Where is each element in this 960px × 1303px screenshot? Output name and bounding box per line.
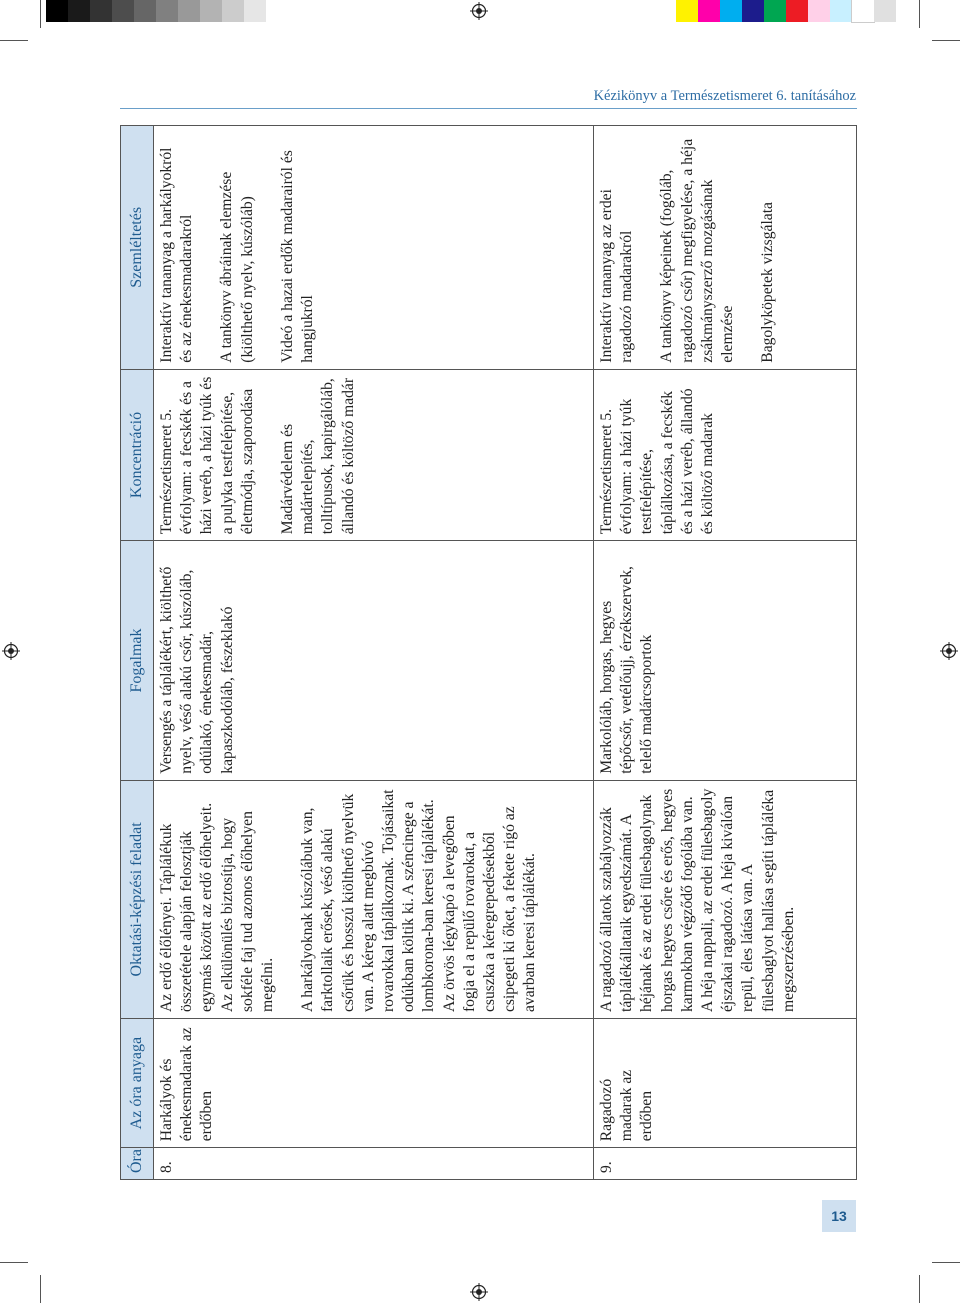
printer-grayscale-bar — [46, 0, 266, 22]
feladat-paragraph: A ragadozó állatok szabályozzák táplálékállataik egyedszámát. A héjának és az erdei fülesbagolynak horgas hegyes csőre és erős, hegyes karmokban végződő fogólába van. A héja nappali, az erdei fülesbagoly éjszakai ragadozó. A héja kiválóan repül, éles látása van. A fülesbaglyot hallása segíti táplálékа megszerzésében. — [598, 788, 797, 1013]
gray-swatch — [200, 0, 222, 22]
gray-swatch — [222, 0, 244, 22]
gray-swatch — [46, 0, 68, 22]
color-swatch — [874, 0, 896, 22]
registration-mark-icon — [2, 642, 20, 660]
lesson-plan-table — [120, 125, 857, 1180]
registration-mark-icon — [940, 642, 958, 660]
color-swatch — [698, 0, 720, 22]
trim-mark — [932, 40, 960, 41]
header-ora: Óra — [121, 1148, 154, 1180]
gray-swatch — [156, 0, 178, 22]
cell-szemleltetes — [594, 126, 857, 370]
cell-ora: 9. — [594, 1148, 857, 1180]
cell-koncentracio — [154, 369, 594, 541]
cell-feladat — [594, 780, 857, 1018]
gray-swatch — [90, 0, 112, 22]
color-swatch — [808, 0, 830, 22]
color-swatch — [676, 0, 698, 22]
cell-fogalmak: Versengés a táplálékért, kiölthető nyelv, véső alakú csőr, kúszóláb, odúlakó, énekesmadár, kapaszkodóláb, fészeklakó — [154, 541, 594, 780]
koncentracio-paragraph: Természetismeret 5. évfolyam: a fecskék és a házi veréb, a házi tyúk és a pulyka testfelépítése, életmódja, szaporodása — [158, 376, 256, 535]
color-swatch — [720, 0, 742, 22]
table-row — [594, 126, 857, 1180]
header-rule — [120, 108, 857, 109]
szemleltetes-paragraph: A tankönyv ábráinak elemzése (kiölthető nyelv, kúszóláb) — [218, 171, 256, 363]
trim-mark — [0, 40, 28, 41]
szemleltetes-paragraph: Videó a hazai erdők madarairól és hangjukról — [278, 150, 317, 363]
gray-swatch — [178, 0, 200, 22]
gray-swatch — [134, 0, 156, 22]
koncentracio-paragraph: Természetismeret 5. évfolyam: a házi tyúk testfelépítése, táplálkozása, a fecskék és a házi veréb, állandó és költöző madarak — [598, 388, 717, 535]
header-fogalmak: Fogalmak — [121, 541, 154, 780]
cell-fogalmak: Markolóláb, horgas, hegyes tépőcsőr, vetélőujj, érzékszervek, telelő madárcsoportok — [594, 541, 857, 780]
cell-anyag: Harkályok és énekesmadarak az erdőben — [154, 1019, 594, 1148]
lesson-plan-table-wrapper — [120, 125, 857, 1180]
printer-color-bar — [676, 0, 896, 22]
registration-mark-icon — [470, 1283, 488, 1301]
color-swatch — [742, 0, 764, 22]
color-swatch — [764, 0, 786, 22]
page-header-title: Kézikönyv a Természetismeret 6. tanításához — [593, 88, 856, 104]
table-header-row — [121, 126, 154, 1180]
cell-anyag: Ragadozó madarak az erdőben — [594, 1019, 857, 1148]
szemleltetes-paragraph: A tankönyv képeinek (fogóláb, ragadozó csőr) megfigyelése, a héja zsákmányszerző mozgásának elemzése — [658, 138, 737, 363]
cell-koncentracio — [594, 369, 857, 541]
trim-mark — [932, 1262, 960, 1263]
trim-mark — [0, 1262, 28, 1263]
header-szemleltetes: Szemléltetés — [121, 126, 154, 370]
color-swatch — [852, 0, 874, 22]
koncentracio-paragraph: Madárvédelem és madártelepítés, tolltípusok, kapirgálóláb, állandó és költöző madár — [279, 377, 357, 535]
gray-swatch — [112, 0, 134, 22]
table-row — [154, 126, 594, 1180]
szemleltetes-paragraph: Interaktív tananyag a harkályokról és az énekesmadarakról — [158, 147, 196, 363]
header-feladat: Oktatási-képzési feladat — [121, 780, 154, 1018]
feladat-paragraph: Az erdő élőlényei. Táplálékuk összetétele alapján felosztják egymás között az erdő élőhelyeit. Az elkülönülés biztosítja, hogy sokféle faj tud azonos élőhelyen megélni. — [158, 802, 277, 1013]
szemleltetes-paragraph: Bagolyköpetek vizsgálata — [759, 202, 777, 363]
header-anyag: Az óra anyaga — [121, 1019, 154, 1148]
cell-szemleltetes — [154, 126, 594, 370]
szemleltetes-paragraph: Interaktív tananyag az erdei ragadozó madarakról — [598, 189, 636, 363]
header-koncentracio: Koncentráció — [121, 369, 154, 541]
trim-mark — [40, 0, 41, 28]
trim-mark — [40, 1275, 41, 1303]
trim-mark — [919, 0, 920, 28]
gray-swatch — [68, 0, 90, 22]
cell-ora: 8. — [154, 1148, 594, 1180]
cell-feladat — [154, 780, 594, 1018]
registration-mark-icon — [470, 2, 488, 20]
gray-swatch — [244, 0, 266, 22]
trim-mark — [919, 1275, 920, 1303]
feladat-paragraph: A harkályoknak kúszólábuk van, farktollaik erősek, véső alakú csőrük és hosszú kiölthető nyelvük van. A kéreg alatt megbúvó rovarokkal táplálkoznak. Tojásaikat odúkban költik ki. A széncinege a lombkorona-ban keresi táplálékát. Az örvös légykapó a levegőben fogja el a repülő rovarokat, a csuszka a kéregrepedésekből csipegeti ki őket, a fekete rigó az avarban keresi táplálékát. — [299, 789, 539, 1013]
page-number: 13 — [822, 1200, 856, 1232]
color-swatch — [830, 0, 852, 22]
color-swatch — [786, 0, 808, 22]
